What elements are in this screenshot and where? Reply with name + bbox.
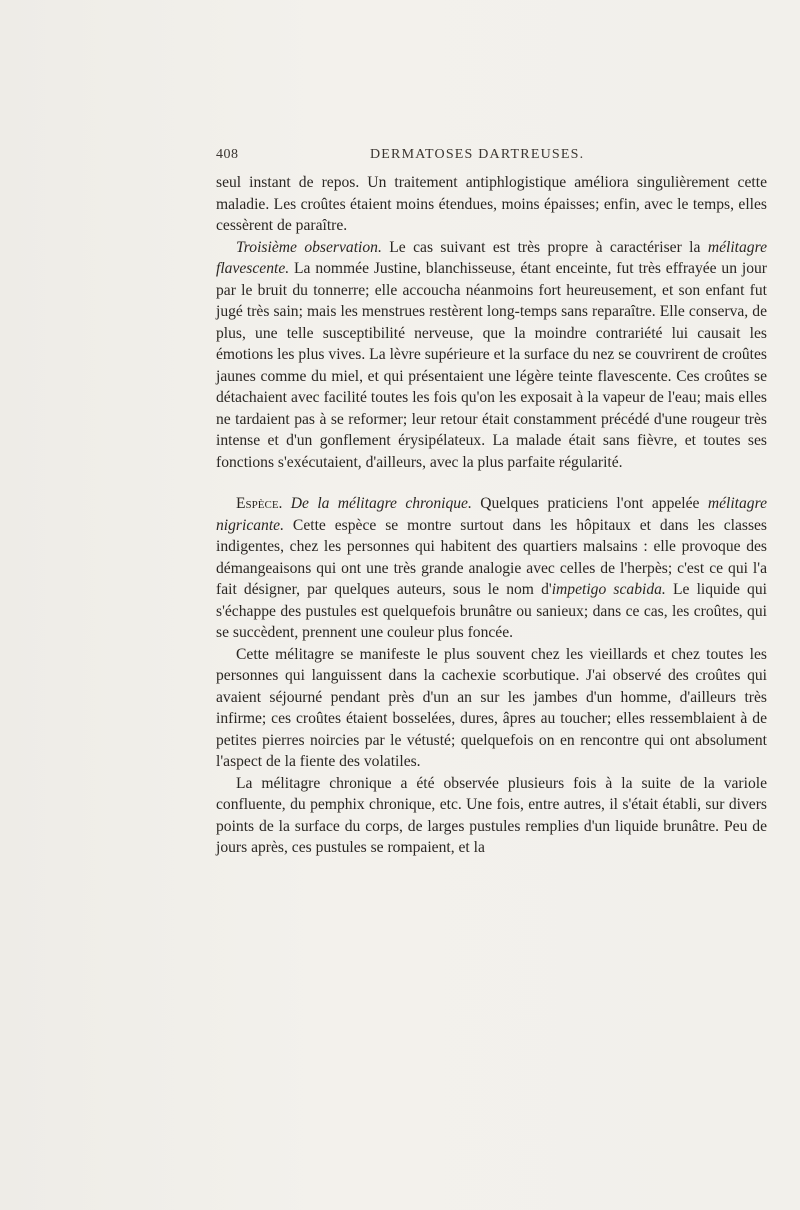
- species-heading: Espèce.: [236, 495, 283, 512]
- paragraph-text: Le liquide qui s'échappe des pustules est quelquefois brunâtre ou sanieux; dans ce cas, les croûtes, qui se succèdent, prennent une couleur plus foncée.: [216, 581, 767, 641]
- italic-term: De la mélitagre chronique.: [282, 495, 472, 512]
- italic-term: impetigo scabida.: [551, 581, 666, 598]
- italic-term: mélitagre nigricante.: [216, 495, 767, 534]
- page-number: 408: [216, 147, 239, 162]
- paragraph-1: seul instant de repos. Un traitement antiphlogistique améliora singulièrement cette maladie. Les croûtes étaient moins étendues, moins épaisses; enfin, avec le temps, elles cessèrent de paraître.: [216, 174, 767, 234]
- paragraph-text: Cette espèce se montre surtout dans les hôpitaux et dans les classes indigentes, chez les personnes qui habitent des quartiers malsains : elle provoque des démangeaisons qui ont une très grande analogie avec celles de l'herpès; c'est ce qui l'a fait désigner, par quelques auteurs, sous le nom d': [216, 516, 767, 598]
- running-title: DERMATOSES DARTREUSES.: [370, 147, 585, 162]
- paragraph-2: [216, 237, 767, 474]
- paragraph-text: Le cas suivant est très propre à caractériser la: [381, 238, 708, 256]
- paragraph-text: La nommée Justine, blanchisseuse, étant enceinte, fut très effrayée un jour par le bruit du tonnerre; elle accoucha néanmoins fort heureusement, et son enfant fut jugé très sain; mais les menstrues restèrent long-temps sans reparaître. Elle conserva, de plus, une telle susceptibilité nerveuse, que la moindre contrariété lui causait les émotions les plus vives. La lèvre supérieure et la surface du nez se couvrirent de croûtes jaunes comme du miel, et qui présentaient une légère teinte flavescente. Ces croûtes se détachaient avec facilité toutes les fois qu'on les exposait à la vapeur de l'eau; mais elles ne tardaient pas à se reformer; leur retour était constamment précédé d'une rougeur très intense et d'un gonflement érysipélateux. La malade était sans fièvre, et toutes ses fonctions s'exécutaient, d'ailleurs, avec la plus parfaite régularité.: [216, 260, 767, 471]
- paragraph-text: Quelques praticiens l'ont appelée: [471, 495, 708, 512]
- paragraph-5: La mélitagre chronique a été observée plusieurs fois à la suite de la variole confluente, du pemphix chronique, etc. Une fois, entre autres, il s'était établi, sur divers points de la surface du corps, de larges pustules remplies d'un liquide brunâtre. Peu de jours après, ces pustules se rompaient, et la: [216, 774, 767, 856]
- observation-heading: Troisième observation.: [236, 238, 382, 256]
- paragraph-4: Cette mélitagre se manifeste le plus souvent chez les vieillards et chez toutes les personnes qui languissent dans la cachexie scorbutique. J'ai observé des croûtes qui avaient séjourné pendant près d'un an sur les jambes d'un homme, d'ailleurs très infirme; ces croûtes étaient bosselées, dures, âpres au toucher; elles ressemblaient à de petites pierres noircies par le vétusté; quelquefois on en rencontre qui ont absolument l'aspect de la fiente des volatiles.: [216, 645, 767, 770]
- page-body: [216, 172, 767, 859]
- italic-term: mélitagre flavescente.: [216, 238, 767, 277]
- paragraph-3: [216, 493, 767, 644]
